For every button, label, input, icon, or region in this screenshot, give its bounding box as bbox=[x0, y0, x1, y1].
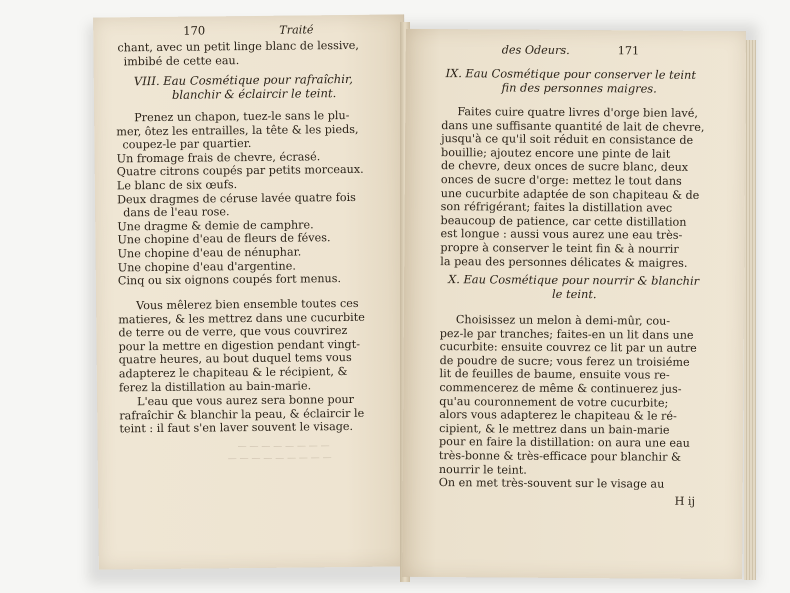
text-line: On en met très-souvent sur le visage au bbox=[438, 476, 665, 491]
section-viii-ingredients bbox=[116, 109, 365, 288]
text-line: coupez-le par quartier. bbox=[122, 137, 252, 152]
section-viii-closing bbox=[119, 393, 364, 436]
text-line: pour en faire la distillation: on aura une eau bbox=[438, 435, 690, 451]
text-line: lit de feuilles de baume, ensuite vous re- bbox=[439, 367, 670, 383]
left-opening-text bbox=[117, 39, 359, 69]
text-line: Un fromage frais de chevre, écrasé. bbox=[116, 150, 321, 166]
text-line: rafraîchir & blanchir la peau, & éclaircir le bbox=[119, 406, 365, 422]
right-running-head bbox=[502, 43, 732, 58]
text-line: dans de l'eau rose. bbox=[123, 205, 230, 220]
text-line: Prenez un chapon, tuez-le sans le plu- bbox=[134, 108, 350, 125]
text-line: Vous mêlerez bien ensemble toutes ces bbox=[136, 296, 359, 313]
text-line: ferez la distillation au bain-marie. bbox=[118, 378, 312, 394]
section-ix-body bbox=[440, 105, 704, 270]
text-line: IX. Eau Cosmétique pour conserver le teint bbox=[445, 66, 697, 82]
text-line: est longue : aussi vous aurez une eau très- bbox=[440, 227, 683, 243]
text-line: teint : il faut s'en laver souvent le visage. bbox=[119, 420, 354, 436]
show-through-text: — — — — — — — — — bbox=[227, 453, 332, 465]
text-line: blanchir & éclaircir le teint. bbox=[171, 85, 337, 102]
text-line: adapterez le chapiteau & le récipient, & bbox=[118, 364, 348, 381]
text-line: Deux dragmes de céruse lavée quatre fois bbox=[116, 190, 356, 206]
text-line: commencerez de même & continuerez jus- bbox=[439, 381, 682, 396]
text-line: matieres, & les mettrez dans une cucurbite bbox=[118, 310, 365, 326]
text-line: jusqu'à ce qu'il soit réduit en consistance de bbox=[441, 132, 694, 148]
right-page-number: 171 bbox=[617, 44, 640, 58]
text-line: imbibé de cette eau. bbox=[123, 53, 240, 68]
show-through-text: — — — — — — — — bbox=[237, 441, 330, 453]
text-line: nourrir le teint. bbox=[438, 462, 527, 477]
text-line: pez-le par tranches; faites-en un lit dans une bbox=[439, 326, 694, 342]
text-line: Cinq ou six oignons coupés fort menus. bbox=[117, 272, 342, 288]
text-line: Une dragme & demie de camphre. bbox=[117, 218, 314, 234]
text-line: pour la mettre en digestion pendant vingt- bbox=[118, 337, 361, 354]
text-line: très-bonne & très-efficace pour blanchir & bbox=[438, 448, 682, 464]
section-x-title bbox=[448, 273, 699, 302]
left-page-number: 170 bbox=[183, 23, 206, 38]
text-line: VIII. Eau Cosmétique pour rafraîchir, bbox=[133, 71, 353, 89]
text-line: X. Eau Cosmétique pour nourrir & blanchir bbox=[448, 272, 700, 288]
right-page bbox=[402, 29, 746, 579]
text-line: beaucoup de patience, car cette distillation bbox=[440, 213, 687, 229]
text-line: Une chopine d'eau de fleurs de féves. bbox=[117, 231, 331, 247]
text-line: propre à conserver le teint fin & à nourrir bbox=[440, 241, 679, 256]
left-running-head bbox=[151, 22, 411, 38]
text-line: Choisissez un melon à demi-mûr, cou- bbox=[455, 313, 671, 328]
text-line: de terre ou de verre, que vous couvrirez bbox=[118, 324, 348, 340]
text-line: Le blanc de six œufs. bbox=[116, 178, 238, 193]
text-line: de chevre, deux onces de sucre blanc, deux bbox=[440, 159, 689, 175]
text-line: Quatre citrons coupés par petits morceaux. bbox=[116, 163, 364, 179]
text-line: alors vous adapterez le chapiteau & le ré- bbox=[439, 408, 677, 423]
text-line: fin des personnes maigres. bbox=[501, 80, 657, 96]
section-x-body bbox=[439, 313, 697, 492]
text-line: cucurbite: ensuite couvrez ce lit par un autre bbox=[439, 340, 697, 356]
left-running-head-title: Traité bbox=[279, 23, 314, 37]
text-line: bouillie; ajoutez encore une pinte de lait bbox=[441, 145, 671, 161]
page-edges bbox=[744, 40, 756, 580]
text-line: cipient, & le mettrez dans un bain-marie bbox=[439, 421, 670, 437]
text-line: son réfrigérant; faites la distillation avec bbox=[440, 200, 673, 215]
text-line: dans une suffisante quantité de lait de chevre, bbox=[441, 118, 705, 134]
text-line: le teint. bbox=[552, 286, 597, 301]
text-line: mer, ôtez les entrailles, la tête & les pieds, bbox=[116, 122, 359, 139]
text-line: Faites cuire quatre livres d'orge bien lavé, bbox=[457, 105, 698, 120]
text-line: la peau des personnes délicates & maigres. bbox=[440, 254, 688, 270]
text-line: quatre heures, au bout duquel tems vous bbox=[118, 351, 352, 367]
section-viii-title bbox=[134, 73, 353, 102]
text-line: onces de sucre d'orge: mettez le tout dans bbox=[440, 173, 682, 188]
text-line: qu'au couronnement de votre cucurbite; bbox=[439, 394, 669, 410]
text-line: Une chopine d'eau d'argentine. bbox=[117, 259, 296, 274]
signature-mark: H ij bbox=[674, 494, 696, 508]
text-line: L'eau que vous aurez sera bonne pour bbox=[137, 392, 355, 409]
right-running-head-title: des Odeurs. bbox=[501, 43, 570, 57]
section-ix-title bbox=[445, 67, 696, 96]
section-viii-method bbox=[118, 297, 365, 395]
text-line: chant, avec un petit linge blanc de lessive, bbox=[117, 38, 359, 55]
left-page bbox=[93, 14, 410, 569]
text-line: une cucurbite adaptée de son chapiteau & de bbox=[440, 186, 700, 202]
text-line: Une chopine d'eau de nénuphar. bbox=[117, 245, 302, 261]
text-line: de poudre de sucre; vous ferez un troisiéme bbox=[439, 353, 690, 369]
